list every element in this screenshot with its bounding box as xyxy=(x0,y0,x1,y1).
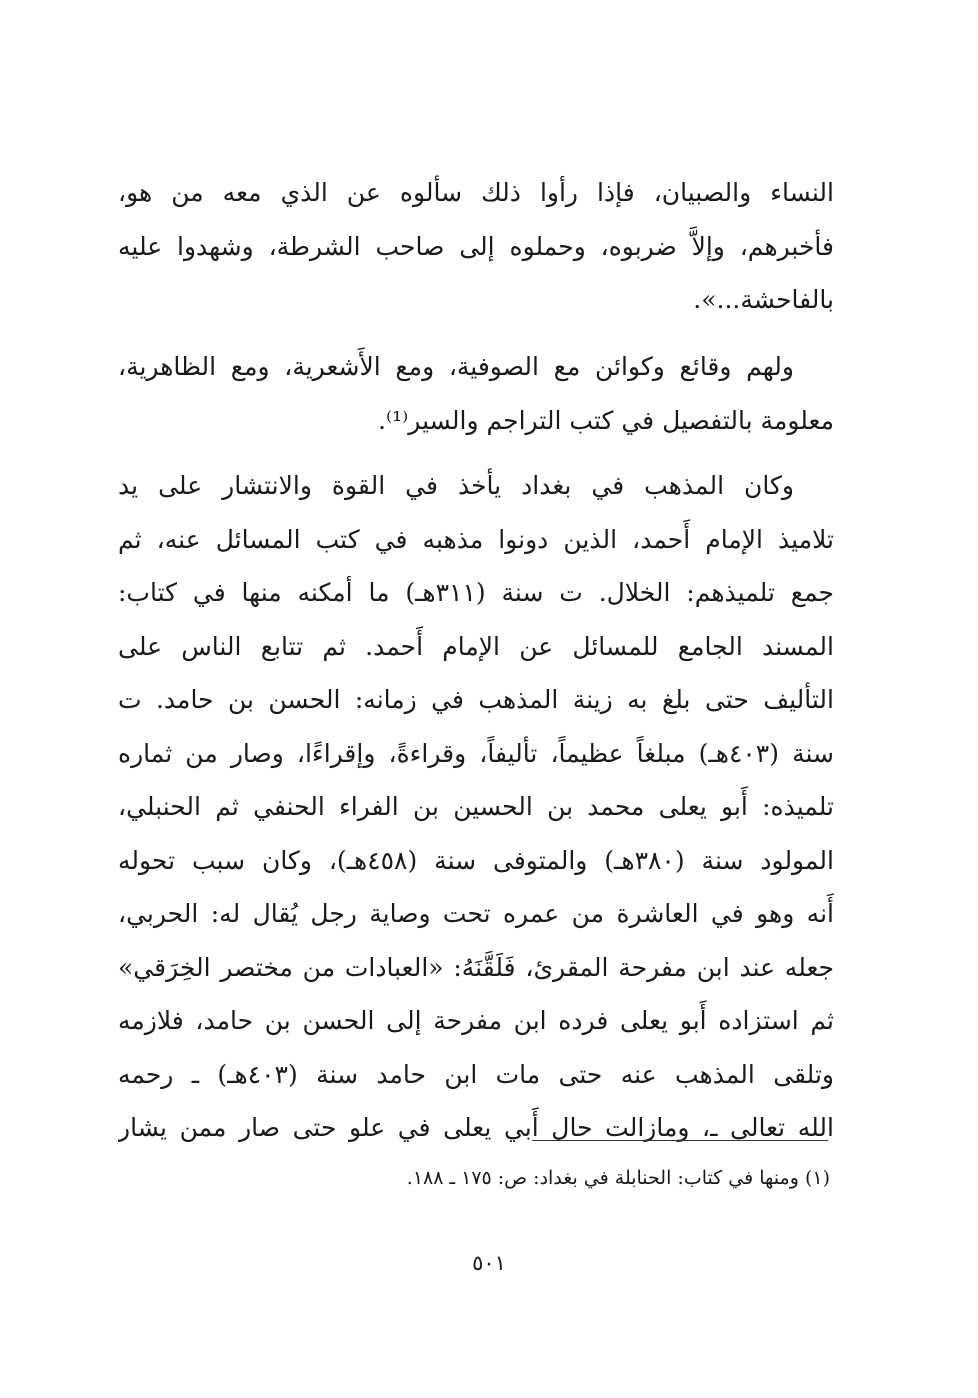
text-line: النساء والصبيان، فإذا رأوا ذلك سألوه عن الذي معه من هو، xyxy=(118,178,834,207)
text-line: جمع تلميذهم: الخلال. ت سنة (٣١١هـ) ما أمكنه منها في كتاب: xyxy=(118,578,834,607)
text-line: المسند الجامع للمسائل عن الإمام أَحمد. ثم تتابع الناس على xyxy=(118,631,834,661)
text-line: أَنه وهو في العاشرة من عمره تحت وصاية رجل يُقال له: الحربي، xyxy=(118,899,834,928)
footnote: (١) ومنها في كتاب: الحنابلة في بغداد: ص: ١٧٥ ـ ١٨٨. xyxy=(406,1167,830,1189)
text-line: وكان المذهب في بغداد يأخذ في القوة والانتشار على يد xyxy=(118,471,794,500)
text-line: الله تعالى ـ، ومازالت حال أَبي يعلى في علو حتى صار ممن يشار xyxy=(118,1113,834,1142)
text-line: المولود سنة (٣٨٠هـ) والمتوفى سنة (٤٥٨هـ)، وكان سبب تحوله xyxy=(118,845,834,875)
text-line: تلاميذ الإمام أَحمد، الذين دونوا مذهبه في كتب المسائل عنه، ثم xyxy=(118,524,834,554)
paragraph-3 xyxy=(118,459,834,1155)
footnote-divider xyxy=(532,1140,828,1141)
text-line: التأليف حتى بلغ به زينة المذهب في زمانه: الحسن بن حامد. ت xyxy=(118,685,834,714)
page-number: ٥٠١ xyxy=(472,1251,506,1275)
text-line: بالفاحشة...». xyxy=(693,285,834,314)
text-line: ولهم وقائع وكوائن مع الصوفية، ومع الأَشعرية، ومع الظاهرية، xyxy=(118,352,794,381)
text-line: سنة (٤٠٣هـ) مبلغاً عظيماً، تأليفاً، وقراءةً، وإقراءًا، وصار من ثماره xyxy=(118,738,834,768)
text-line: معلومة بالتفصيل في كتب التراجم والسير⁽¹⁾. xyxy=(378,405,834,435)
paragraph-1 xyxy=(118,166,834,327)
text-line: فأخبرهم، وإلاَّ ضربوه، وحملوه إلى صاحب الشرطة، وشهدوا عليه xyxy=(118,231,834,261)
text-line: وتلقى المذهب عنه حتى مات ابن حامد سنة (٤٠٣هـ) ـ رحمه xyxy=(118,1059,834,1089)
text-line: تلميذه: أَبو يعلى محمد بن الحسين بن الفراء الحنفي ثم الحنبلي، xyxy=(118,792,834,821)
paragraph-2 xyxy=(118,340,834,447)
text-line: جعله عند ابن مفرحة المقرئ، فَلَقَّنَهُ: «العبادات من مختصر الخِرَقي» xyxy=(118,952,834,982)
text-line: ثم استزاده أَبو يعلى فرده ابن مفرحة إلى الحسن بن حامد، فلازمه xyxy=(118,1006,834,1035)
